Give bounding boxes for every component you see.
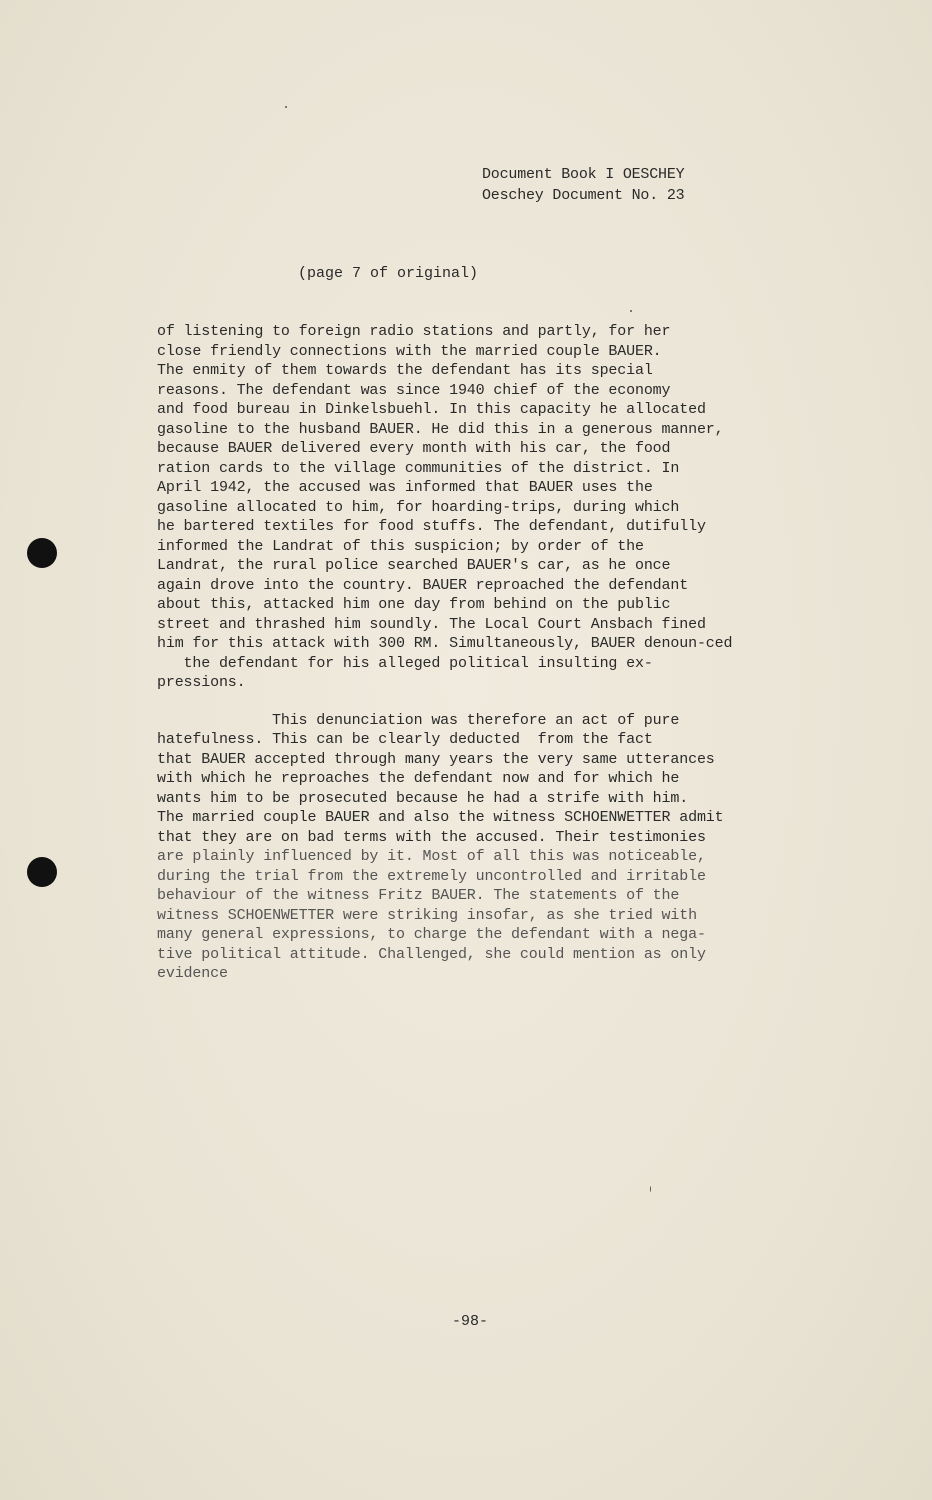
text-line: witness SCHOENWETTER were striking insofar, as she tried with (157, 906, 697, 924)
text-line: pressions. (157, 674, 246, 691)
page-number: -98- (452, 1313, 489, 1330)
text-line: with which he reproaches the defendant now and for which he (157, 770, 680, 787)
text-line: street and thrashed him soundly. The Local Court Ansbach fined (157, 615, 706, 633)
text-line: of listening to foreign radio stations and partly, for her (157, 323, 671, 340)
text-line: The enmity of them towards the defendant has its special (157, 362, 653, 379)
text-line: close friendly connections with the married couple BAUER. (157, 342, 662, 360)
text-line: he bartered textiles for food stuffs. The defendant, dutifully (157, 518, 706, 535)
text-line: behaviour of the witness Fritz BAUER. The statements of the (157, 887, 680, 904)
text-line: hatefulness. This can be clearly deducted from the fact (157, 731, 653, 748)
text-line: him for this attack with 300 RM. Simultaneously, BAUER denoun-ced (157, 635, 733, 652)
text-line: the defendant for his alleged political insulting ex- (157, 654, 653, 672)
text-line: April 1942, the accused was informed that BAUER uses the (157, 479, 653, 496)
text-line: gasoline to the husband BAUER. He did this in a generous manner, (157, 420, 724, 438)
text-line: because BAUER delivered every month with his car, the food (157, 440, 671, 457)
document-number-label: Oeschey Document No. 23 (482, 187, 685, 204)
text-line: Landrat, the rural police searched BAUER's car, as he once (157, 557, 671, 574)
text-line: This denunciation was therefore an act of pure (272, 711, 680, 729)
text-line: informed the Landrat of this suspicion; by order of the (157, 537, 644, 555)
document-book-label: Document Book I OESCHEY (482, 166, 685, 183)
paper-speck (650, 1186, 651, 1192)
document-header (482, 164, 684, 206)
text-line: many general expressions, to charge the defendant with a nega- (157, 926, 706, 943)
text-line: again drove into the country. BAUER reproached the defendant (157, 576, 689, 594)
text-line: gasoline allocated to him, for hoarding-trips, during which (157, 498, 680, 516)
text-line: about this, attacked him one day from behind on the public (157, 596, 671, 613)
text-line: The married couple BAUER and also the witness SCHOENWETTER admit (157, 809, 724, 826)
text-line: wants him to be prosecuted because he had a strife with him. (157, 789, 689, 807)
text-line: are plainly influenced by it. Most of all this was noticeable, (157, 848, 706, 865)
text-line: during the trial from the extremely uncontrolled and irritable (157, 867, 706, 885)
text-line: evidence (157, 965, 228, 982)
paper-speck (285, 106, 287, 108)
punch-hole-top (27, 538, 57, 568)
paragraph-1 (157, 322, 797, 693)
text-line: and food bureau in Dinkelsbuehl. In this capacity he allocated (157, 401, 706, 418)
page-reference: (page 7 of original) (298, 265, 479, 282)
punch-hole-bottom (27, 857, 57, 887)
text-line: reasons. The defendant was since 1940 chief of the economy (157, 381, 671, 399)
body-text (157, 322, 797, 984)
paper-speck (630, 310, 632, 312)
text-line: tive political attitude. Challenged, she could mention as only (157, 945, 706, 963)
text-line: ration cards to the village communities of the district. In (157, 459, 680, 477)
text-line: that BAUER accepted through many years the very same utterances (157, 750, 715, 768)
text-line: that they are on bad terms with the accused. Their testimonies (157, 828, 706, 846)
paragraph-2 (157, 711, 797, 984)
